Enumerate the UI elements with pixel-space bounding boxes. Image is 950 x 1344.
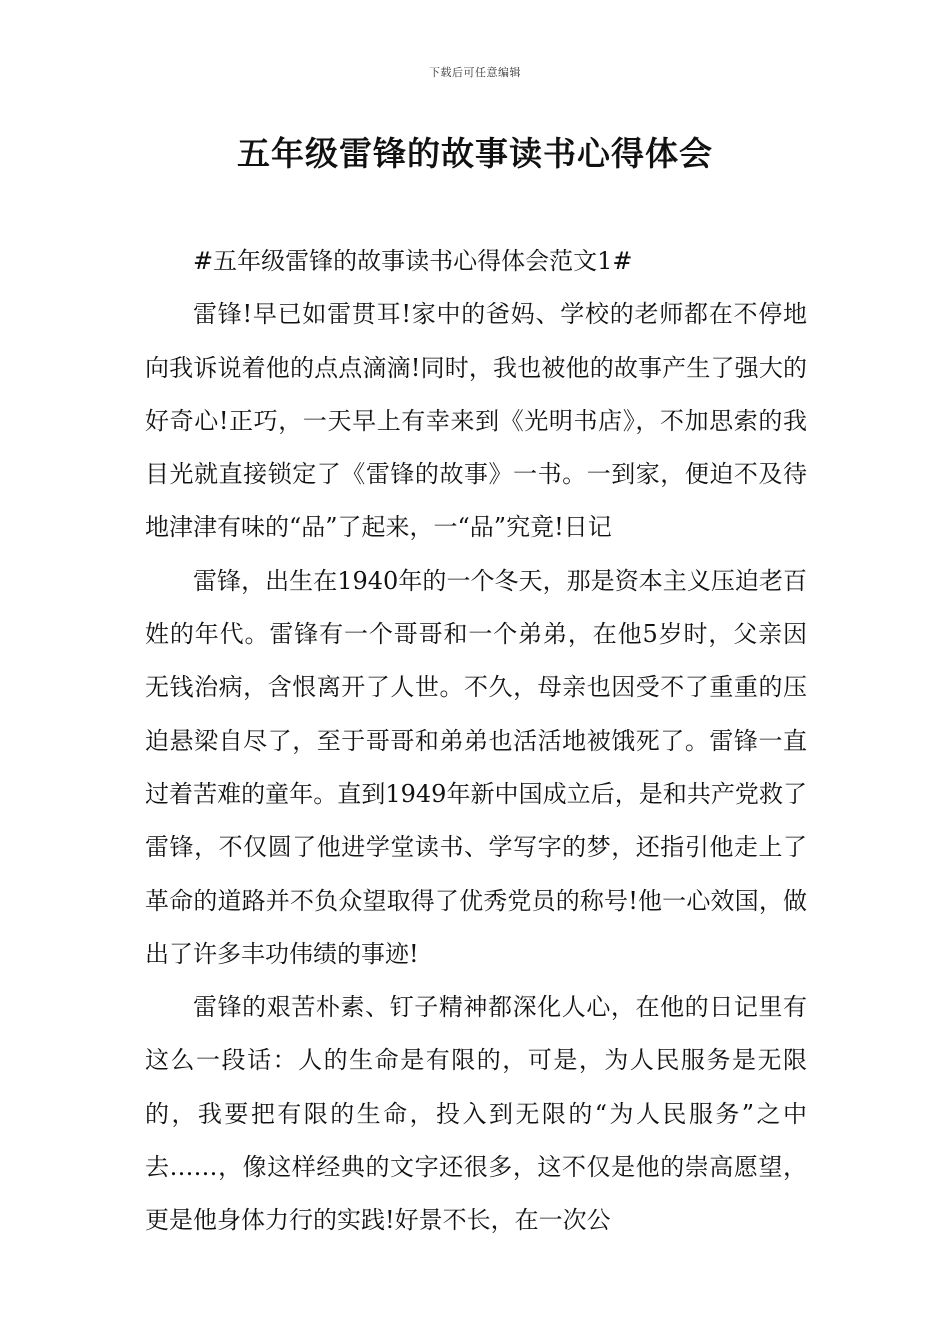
body-paragraph: 雷锋，出生在1940年的一个冬天，那是资本主义压迫老百姓的年代。雷锋有一个哥哥和一个弟弟，在他5岁时，父亲因无钱治病，含恨离开了人世。不久，母亲也因受不了重重的压迫悬梁自尽了，至于哥哥和弟弟也活活地被饿死了。雷锋一直过着苦难的童年。直到1949年新中国成立后，是和共产党救了雷锋，不仅圆了他进学堂读书、学写字的梦，还指引他走上了革命的道路并不负众望取得了优秀党员的称号!他一心效国，做出了许多丰功伟绩的事迹! bbox=[145, 566, 807, 968]
body-paragraph: 雷锋!早已如雷贯耳!家中的爸妈、学校的老师都在不停地向我诉说着他的点点滴滴!同时，我也被他的故事产生了强大的好奇心!正巧，一天早上有幸来到《光明书店》，不加思索的我目光就直接锁定了《雷锋的故事》一书。一到家，便迫不及待地津津有味的“品”了起来，一“品”究竟!日记 bbox=[145, 300, 807, 542]
header-note: 下载后可任意编辑 bbox=[429, 66, 521, 79]
document-body bbox=[145, 235, 807, 1248]
section-heading: #五年级雷锋的故事读书心得体会范文1# bbox=[193, 247, 633, 275]
body-paragraph: 雷锋的艰苦朴素、钉子精神都深化人心，在他的日记里有这么一段话：人的生命是有限的，可是，为人民服务是无限的，我要把有限的生命，投入到无限的“为人民服务”之中去……，像这样经典的文字还很多，这不仅是他的崇高愿望，更是他身体力行的实践!好景不长，在一次公 bbox=[145, 993, 807, 1235]
document-title: 五年级雷锋的故事读书心得体会 bbox=[237, 134, 713, 173]
